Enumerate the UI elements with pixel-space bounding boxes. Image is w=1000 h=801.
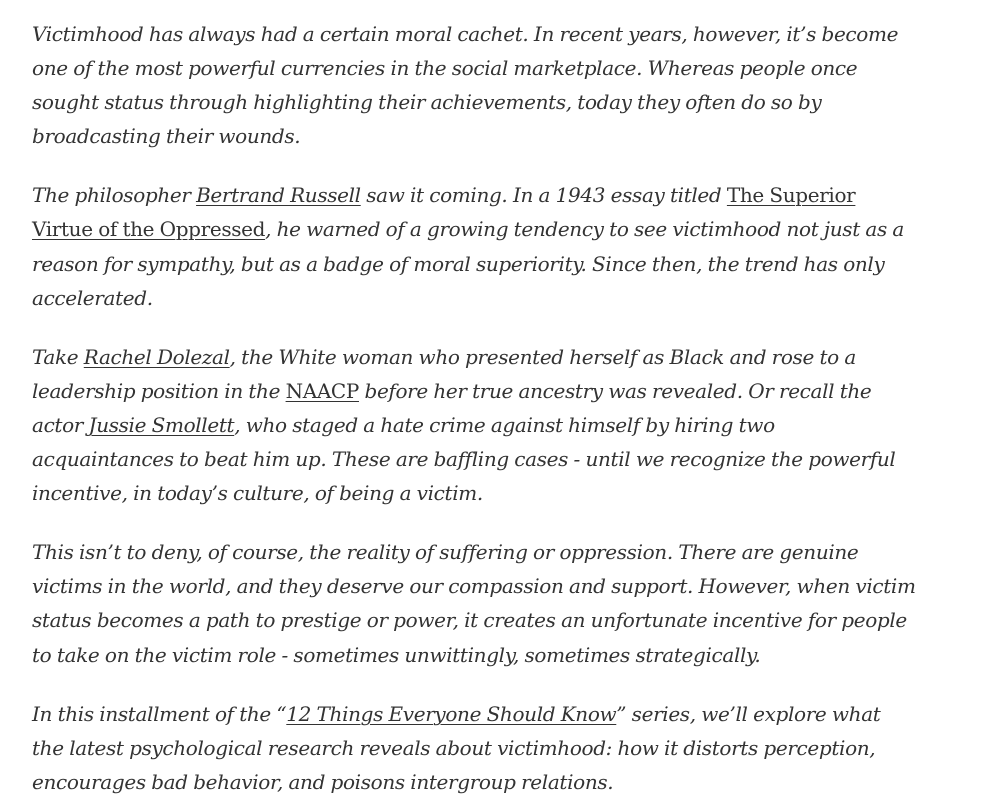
paragraph-3	[32, 340, 917, 510]
paragraph-5	[32, 697, 917, 799]
paragraph-text: This isn’t to deny, of course, the reality of suffering or oppression. There are genuine victims in the world, and they deserve our compassion and support. However, when victim status becomes a path to prestige or power, it creates an unfortunate incentive for people to take on the victim role - sometimes unwittingly, sometimes strategically.	[32, 540, 916, 667]
paragraph-text: , he warned of a growing tendency to see victimhood not just as a reason for sympathy, but as a badge of moral superiority. Since then, the trend has only accelerated.	[32, 217, 904, 310]
paragraph-text: ” series, we’ll explore what the latest psychological research reveals about victimhood: how it distorts perception, encourages bad behavior, and poisons intergroup relations.	[32, 701, 881, 794]
link-naacp[interactable]: NAACP	[285, 378, 359, 403]
paragraph-text: The philosopher	[32, 183, 197, 208]
paragraph-1	[32, 17, 917, 153]
paragraph-4	[32, 535, 917, 671]
link-rachel-dolezal[interactable]: Rachel Dolezal	[83, 344, 230, 369]
paragraph-text: , the White woman who presented herself as Black and rose to a leadership position in the	[32, 344, 856, 403]
paragraph-text: Victimhood has always had a certain moral cachet. In recent years, however, it’s become one of the most powerful currencies in the social marketplace. Whereas people once sought status through highlighting their achievements, today they often do so by broadcasting their wounds.	[32, 22, 899, 149]
link-12-things-series[interactable]: 12 Things Everyone Should Know	[286, 701, 617, 726]
link-jussie-smollett[interactable]: Jussie Smollett	[88, 412, 235, 437]
paragraph-2	[32, 178, 917, 314]
paragraph-text: before her true ancestry was revealed. Or recall the actor	[32, 378, 872, 437]
paragraph-text: saw it coming. In a 1943 essay titled	[360, 183, 727, 208]
link-bertrand-russell[interactable]: Bertrand Russell	[196, 183, 361, 208]
paragraph-text: , who staged a hate crime against himself by hiring two acquaintances to beat him up. These are baffling cases - until we recognize the powerful incentive, in today’s culture, of being a victim.	[32, 412, 896, 506]
paragraph-text: In this installment of the “	[32, 701, 287, 726]
paragraph-text: Take	[32, 344, 84, 369]
link-superior-virtue-essay[interactable]: The Superior Virtue of the Oppressed	[32, 183, 856, 242]
